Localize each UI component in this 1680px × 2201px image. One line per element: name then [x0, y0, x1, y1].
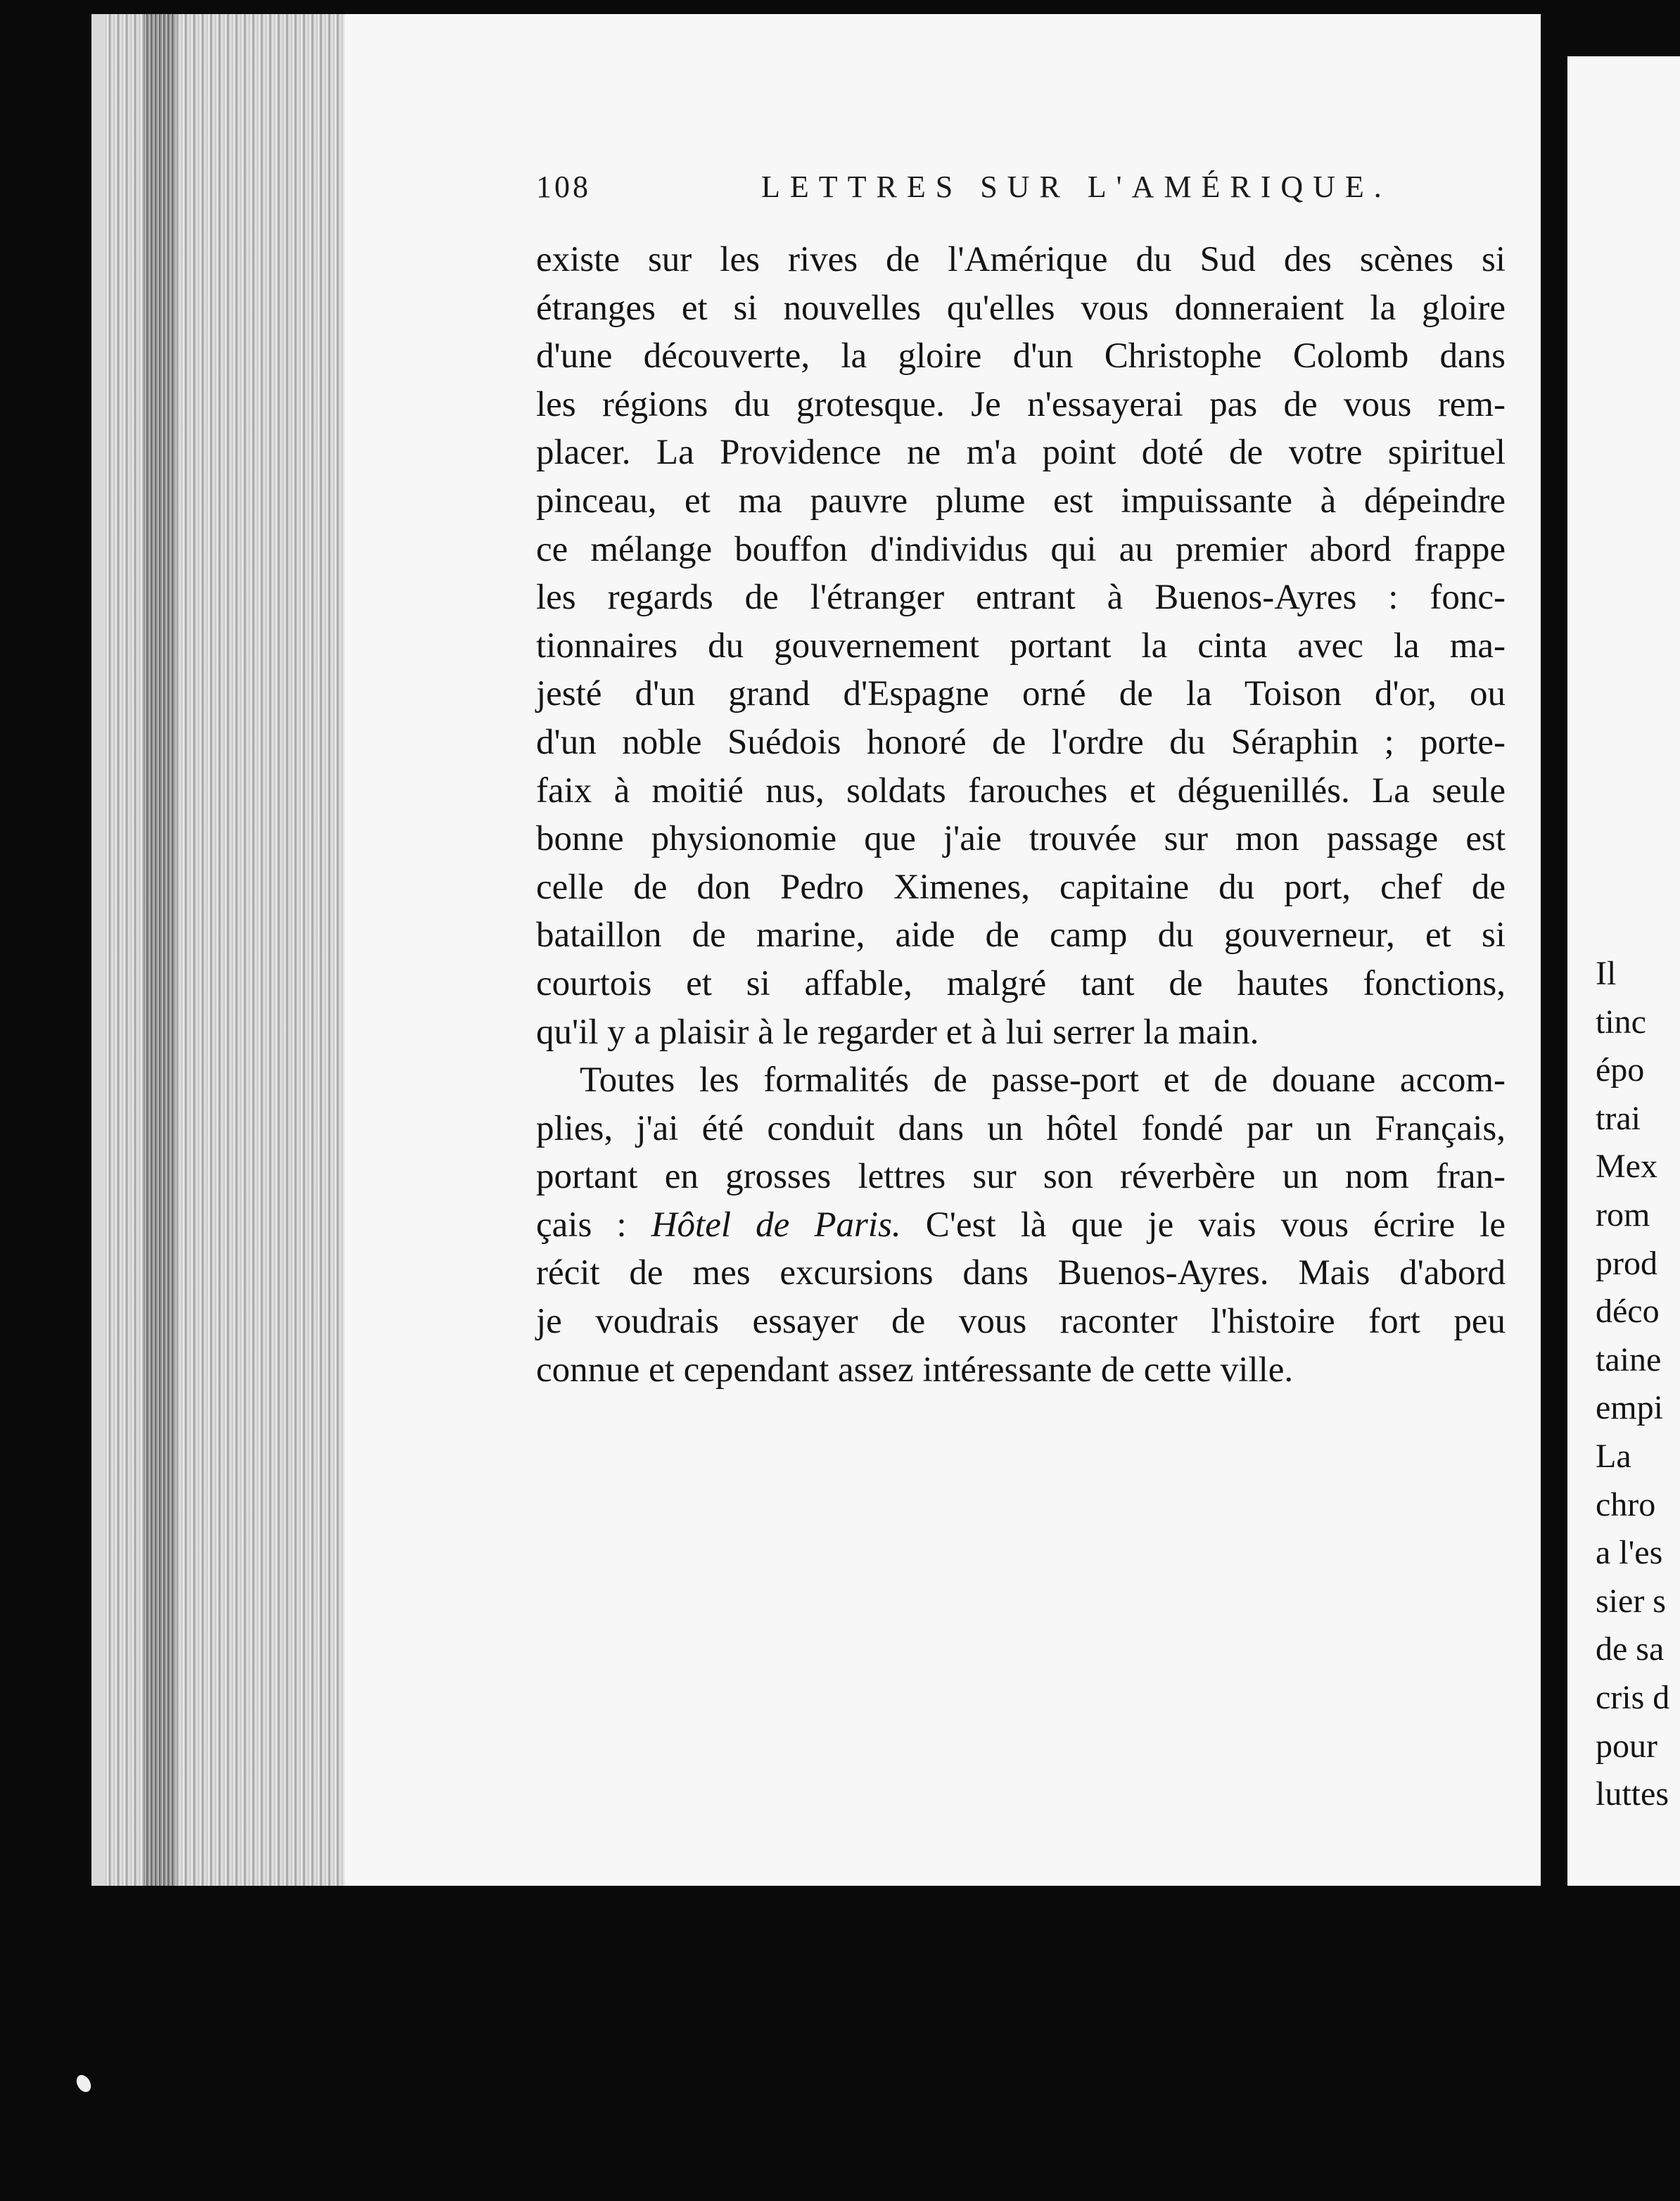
text-fragment: chro: [1596, 1485, 1656, 1523]
text-line: placer. La Providence ne m'a point doté de votre spirituel: [536, 433, 1506, 473]
text-line: Toutes les formalités de passe-port et de douane accom-: [580, 1060, 1506, 1100]
text-fragment: épo: [1596, 1051, 1645, 1089]
facing-page-text: [1596, 950, 1669, 1819]
text-fragment: rom: [1596, 1195, 1650, 1233]
text-line: plies, j'ai été conduit dans un hôtel fondé par un Français,: [536, 1108, 1506, 1148]
text-fragment: luttes: [1596, 1775, 1669, 1813]
text-fragment: prod: [1596, 1244, 1657, 1282]
text-fragment: C'est là que je vais vous écrire le: [925, 1205, 1506, 1245]
page-number: 108: [536, 170, 591, 204]
page-stack-edge: [106, 14, 345, 1886]
book-gutter: [1541, 0, 1567, 2201]
text-line: d'un noble Suédois honoré de l'ordre du Séraphin ; porte-: [536, 722, 1506, 762]
text-line: courtois et si affable, malgré tant de hautes fonctions,: [536, 963, 1506, 1003]
page-stack-shadow: [144, 14, 176, 1886]
text-line: d'une découverte, la gloire d'un Christophe Colomb dans: [536, 336, 1506, 376]
text-line: faix à moitié nus, soldats farouches et déguenillés. La seule: [536, 770, 1506, 811]
text-line: bonne physionomie que j'aie trouvée sur mon passage est: [536, 819, 1506, 859]
text-fragment: trai: [1596, 1099, 1641, 1137]
text-fragment: cris d: [1596, 1678, 1670, 1716]
text-line: celle de don Pedro Ximenes, capitaine du port, chef de: [536, 867, 1506, 907]
text-line: connue et cependant assez intéressante de cette ville.: [536, 1350, 1294, 1390]
text-fragment: Mex: [1596, 1148, 1657, 1186]
text-line: tionnaires du gouvernement portant la cinta avec la ma-: [536, 626, 1506, 666]
text-fragment: empi: [1596, 1389, 1663, 1427]
text-line: bataillon de marine, aide de camp du gouverneur, et si: [536, 915, 1506, 956]
text-line: jesté d'un grand d'Espagne orné de la Toison d'or, ou: [536, 674, 1506, 714]
text-line: ce mélange bouffon d'individus qui au premier abord frappe: [536, 529, 1506, 569]
text-fragment: déco: [1596, 1293, 1660, 1331]
text-line: les régions du grotesque. Je n'essayerai pas de vous rem-: [536, 384, 1506, 424]
text-line: existe sur les rives de l'Amérique du Sud des scènes si: [536, 240, 1506, 279]
body-text: [536, 236, 1506, 1394]
text-line: pinceau, et ma pauvre plume est impuissante à dépeindre: [536, 481, 1506, 521]
text-fragment: pour: [1596, 1727, 1657, 1765]
text-fragment: çais :: [536, 1205, 627, 1245]
text-line: les regards de l'étranger entrant à Buenos-Ayres : fonc-: [536, 578, 1506, 618]
text-line: [536, 1201, 1506, 1250]
text-fragment: sier s: [1596, 1582, 1666, 1620]
text-line: récit de mes excursions dans Buenos-Ayres. Mais d'abord: [536, 1253, 1506, 1293]
text-line: je voudrais essayer de vous raconter l'histoire fort peu: [536, 1302, 1506, 1342]
book-edge: [91, 14, 107, 1886]
running-title: LETTRES SUR L'AMÉRIQUE.: [761, 170, 1392, 204]
hotel-name: Hôtel de Paris.: [651, 1205, 901, 1245]
text-fragment: Il: [1596, 955, 1617, 992]
text-fragment: La: [1596, 1437, 1631, 1475]
text-line: portant en grosses lettres sur son réverbère un nom fran-: [536, 1157, 1506, 1197]
text-fragment: a l'es: [1596, 1534, 1663, 1572]
text-fragment: tinc: [1596, 1003, 1646, 1041]
text-fragment: taine: [1596, 1340, 1662, 1378]
text-line: étranges et si nouvelles qu'elles vous donneraient la gloire: [536, 288, 1506, 328]
text-line: qu'il y a plaisir à le regarder et à lui serrer la main.: [536, 1012, 1259, 1052]
page-header: [536, 169, 1527, 211]
scan-background: [0, 1886, 1680, 2201]
text-fragment: de sa: [1596, 1630, 1665, 1668]
